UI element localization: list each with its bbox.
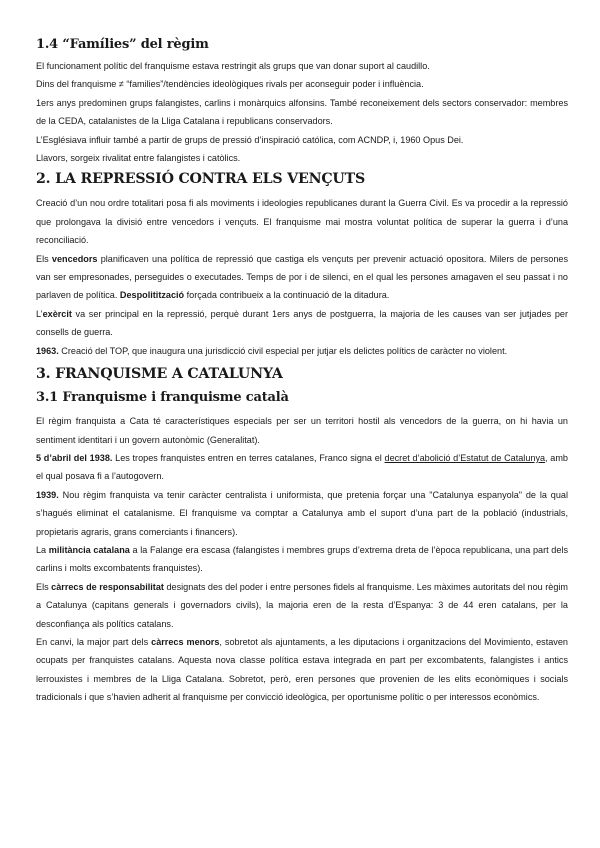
- underlined-decree: decret d’abolició d’Estatut de Catalunya: [384, 452, 546, 463]
- section-1-4-paragraph-5: Llavors, sorgeix rivalitat entre falangistes i catòlics.: [36, 153, 241, 164]
- bold-date-1938: 5 d’abril del 1938.: [36, 452, 113, 463]
- text-run: forçada contribueix a la continuació de la ditadura.: [184, 290, 390, 301]
- bold-year-1939: 1939.: [36, 489, 59, 500]
- section-3-paragraph-4: [36, 541, 568, 578]
- text-run: Els: [36, 253, 52, 264]
- section-2-paragraph-3: [36, 305, 568, 342]
- bold-year-1963: 1963.: [36, 345, 59, 356]
- section-1-4-heading: 1.4 “Famílies” del règim: [36, 37, 209, 52]
- section-3-paragraph-5: [36, 578, 568, 633]
- text-run: En canvi, la major part dels: [36, 636, 152, 647]
- text-run: La: [36, 544, 49, 555]
- section-3-paragraph-3: [36, 486, 568, 541]
- section-1-4-paragraph-2: Dins del franquisme ≠ “families”/tendències ideològiques rivals per aconseguir poder i influència.: [36, 79, 424, 90]
- text-run: Les tropes franquistes entren en terres catalanes, Franco signa el: [112, 452, 385, 463]
- section-3-paragraph-6: [36, 633, 568, 707]
- text-run: va ser principal en la repressió, perquè durant 1ers anys de postguerra, la majoria de les causes van ser jutjades per consells de guerra.: [36, 308, 568, 338]
- section-2-paragraph-2: [36, 250, 568, 305]
- text-run: a la Falange era escasa (falangistes i membres grups d’extrema dreta de l’època republicana, una part dels carlins i molts excombatents franquistes).: [36, 544, 568, 574]
- section-3-1-heading: 3.1 Franquisme i franquisme català: [36, 390, 289, 406]
- text-run: Els: [36, 581, 52, 592]
- text-run: Creació del TOP, que inaugura una jurisdicció civil especial per jutjar els delictes polítics de caràcter no violent.: [58, 345, 508, 356]
- text-run: planificaven una política de repressió que castiga els vençuts per prevenir actuació opositora. Milers de persones van ser empresonades, perseguides o executades. Temps de por i de silenci, en el qual les persones amagaven el seu passat i no parlaven de política.: [36, 253, 568, 301]
- text-run: , amb el qual posava fi a l’autogovern.: [36, 452, 568, 482]
- bold-term-carrecs-menors: càrrecs menors: [151, 636, 220, 647]
- bold-term-carrecs-responsabilitat: càrrecs de responsabilitat: [51, 581, 164, 592]
- bold-term-vencedors: vencedors: [51, 253, 98, 264]
- section-3-paragraph-1: El règim franquista a Cata té característiques especials per ser un territori hostil als vencedors de la guerra, on hi havia un sentiment identitari i un govern autonòmic (Generalitat).: [36, 416, 568, 445]
- section-2-paragraph-1: Creació d’un nou ordre totalitari posa fi als moviments i ideologies republicanes durant la Guerra Civil. Es va procedir a la repressió que prolongava la divisió entre vencedors i vençuts. El franquisme mai mostra voluntat política de superar la guerra i d’una reconciliació.: [36, 198, 568, 246]
- text-run: designats des del poder i entre persones fidels al franquisme. Les màximes autoritats del nou règim a Catalunya (capitans generals i governadors civils), la majoria eren de la resta d’Espanya: 3 de 44 eren catalans, per la desconfiança als polítics catalans.: [36, 581, 568, 629]
- section-1-4-paragraph-1: El funcionament polític del franquisme estava restringit als grups que van donar suport al caudillo.: [36, 61, 430, 71]
- bold-term-militancia: militància catalana: [48, 544, 130, 555]
- section-1-4-paragraph-3: 1ers anys predominen grups falangistes, carlins i monàrquics alfonsins. També reconeixement dels sectors conservador: membres de la CEDA, catalanistes de la Lliga Catalana i republicans conservadors.: [36, 97, 568, 127]
- bold-term-exercit: exèrcit: [42, 308, 72, 319]
- text-run: Nou règim franquista va tenir caràcter centralista i uniformista, que pretenia forçar una "Catalunya espanyola" de la qual s’hagués eliminat el catalanisme. El franquisme va comptar a Catalunya amb el suport d’una part de la població (industrials, propietaris agraris, grans comerciants i financers).: [36, 489, 568, 537]
- section-3-heading: 3. FRANQUISME A CATALUNYA: [36, 366, 283, 383]
- text-run: , sobretot als ajuntaments, a les diputacions i organitzacions del Movimiento, estaven ocupats per franquistes catalans. Aquesta nova classe política estava integrada en part per excombatents, falangistes i antics lerrouxistes i membres de la Lliga Catalana. Sobretot, però, eren persones que provenien de les elits econòmiques i socials tradicionals i que s’havien adherit al franquisme per convicció ideològica, per oportunisme polític o per interessos econòmics.: [36, 636, 568, 703]
- section-1-4-paragraph-4: L’Esglésiava influir també a partir de grups de pressió d’inspiració católica, com ACNDP, i, 1960 Opus Dei.: [36, 134, 464, 145]
- section-2-paragraph-4: [36, 342, 568, 360]
- text-run: L’: [36, 308, 43, 319]
- section-3-paragraph-2: [36, 449, 568, 486]
- bold-term-despolititzacio: Despolitització: [119, 290, 185, 301]
- section-2-heading: 2. LA REPRESSIÓ CONTRA ELS VENÇUTS: [36, 171, 366, 188]
